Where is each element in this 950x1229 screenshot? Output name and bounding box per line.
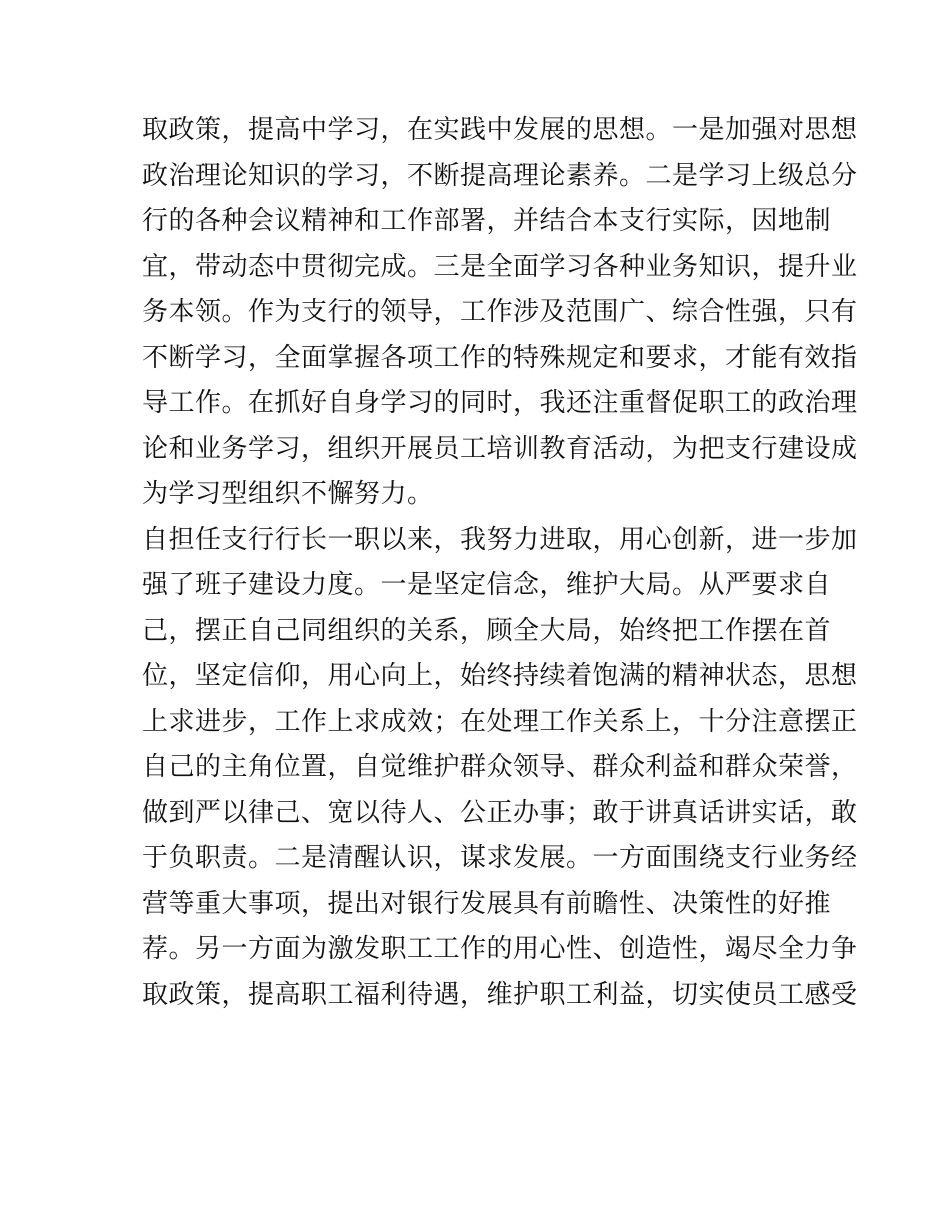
text-line: 务本领。作为支行的领导，工作涉及范围广、综合性强，只有 <box>142 297 858 327</box>
text-line: 不断学习，全面掌握各项工作的特殊规定和要求，才能有效指 <box>142 342 858 373</box>
text-line: 自己的主角位置，自觉维护群众领导、群众利益和群众荣誉， <box>142 752 858 782</box>
text-line: 取政策，提高职工福利待遇，维护职工利益，切实使员工感受 <box>142 979 858 1010</box>
text-line: 为学习型组织不懈努力。 <box>142 479 434 509</box>
text-line: 强了班子建设力度。一是坚定信念，维护大局。从严要求自 <box>142 570 832 600</box>
text-line: 宜，带动态中贯彻完成。三是全面学习各种业务知识，提升业 <box>142 251 858 282</box>
text-line: 导工作。在抓好自身学习的同时，我还注重督促职工的政治理 <box>142 388 858 418</box>
text-line: 自担任支行行长一职以来，我努力进取，用心创新，进一步加 <box>142 524 858 555</box>
text-line: 行的各种会议精神和工作部署，并结合本支行实际，因地制 <box>142 206 832 236</box>
text-line: 于负职责。二是清醒认识，谋求发展。一方面围绕支行业务经 <box>142 843 858 873</box>
text-line: 取政策，提高中学习，在实践中发展的思想。一是加强对思想 <box>142 115 858 145</box>
text-line: 营等重大事项，提出对银行发展具有前瞻性、决策性的好推 <box>142 888 832 919</box>
text-line: 做到严以律己、宽以待人、公正办事；敢于讲真话讲实话，敢 <box>142 797 858 828</box>
text-line: 政治理论知识的学习，不断提高理论素养。二是学习上级总分 <box>142 160 858 191</box>
text-line: 荐。另一方面为激发职工工作的用心性、创造性，竭尽全力争 <box>142 934 858 964</box>
text-line: 位，坚定信仰，用心向上，始终持续着饱满的精神状态，思想 <box>142 661 858 691</box>
text-line: 上求进步，工作上求成效；在处理工作关系上，十分注意摆正 <box>142 706 858 737</box>
body-text <box>142 108 858 1018</box>
text-line: 己，摆正自己同组织的关系，顾全大局，始终把工作摆在首 <box>142 615 832 646</box>
text-line: 论和业务学习，组织开展员工培训教育活动，为把支行建设成 <box>142 433 858 464</box>
